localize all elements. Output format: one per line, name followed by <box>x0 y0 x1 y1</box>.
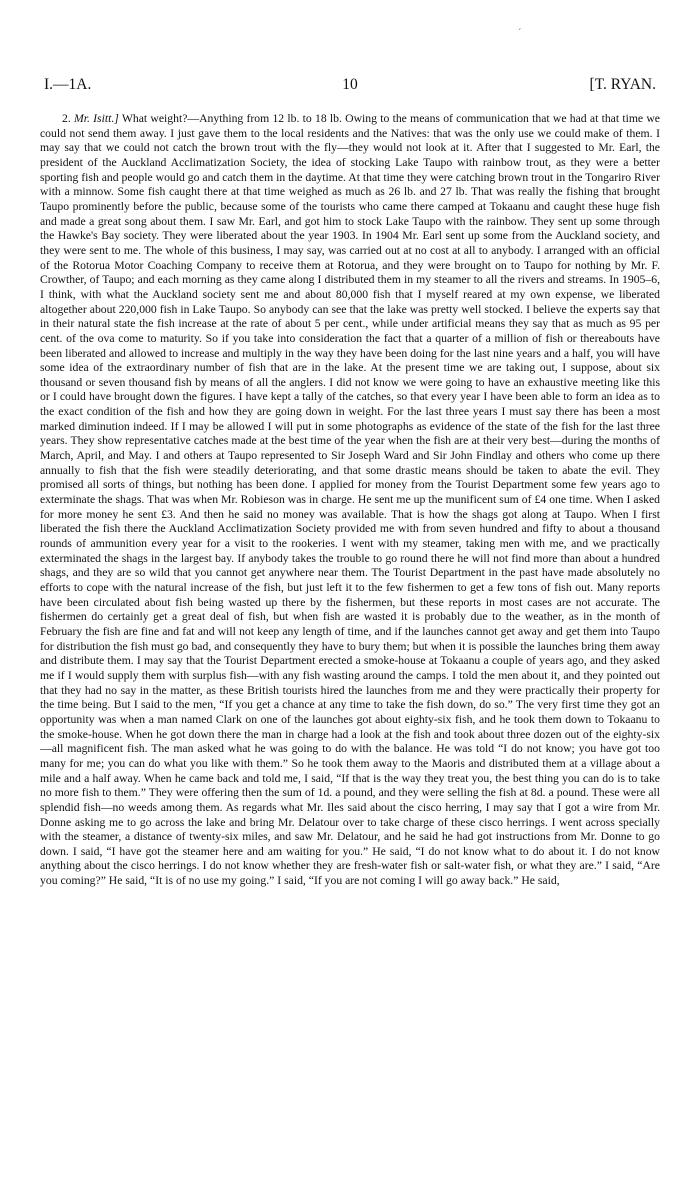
stray-mark: ´ <box>518 28 522 39</box>
paragraph <box>40 112 660 889</box>
witness-name: [T. RYAN. <box>589 76 656 93</box>
paragraph-text: What weight?—Anything from 12 lb. to 18 lb. Owing to the means of communication that we had at that time we could not send them away. I just gave them to the local residents and the Natives: that was the only use we could make of them. I may say that we could not catch the brown trout with the fly—they would not look at it. After that I suggested to Mr. Earl, the president of the Auckland Acclimatization Society, the idea of stocking Lake Taupo with rainbow trout, as they were a better sporting fish and people would go and catch them in the daytime. At that time they were catching brown trout in the Tongariro River with a minnow. Some fish caught there at that time weighed as much as 26 lb. and 27 lb. That was really the fishing that brought Taupo prominently before the public, because some of the tourists who came there camped at Tokaanu and caught these huge fish and made a great song about them. I saw Mr. Earl, and got him to stock Lake Taupo with the rainbow. They sent up some through the Hawke's Bay society. They were liberated about the year 1903. In 1904 Mr. Earl sent up some from the Auckland society, and they were sent to me. The whole of this business, I may say, was carried out at no cost at all to anybody. I arranged with an official of the Rotorua Motor Coaching Company to receive them at Rotorua, and they were brought on to Taupo for nothing by Mr. F. Crowther, of Taupo; and each morning as they came along I distributed them in my steamer to all the rivers and streams. In 1905–6, I think, with what the Auckland society sent me and about 80,000 fish that I myself reared at my own expense, we liberated altogether about 220,000 fish in Lake Taupo. So anybody can see that the lake was pretty well stocked. I believe the experts say that in their natural state the fish increase at the rate of about 5 per cent., while under artificial means they say that as much as 95 per cent. of the ova come to maturity. So if you take into consideration the fact that a quarter of a million of fish or thereabouts have been liberated and allowed to increase and multiply in the way they have been doing for the last nine years and a half, you will have some idea of the extraordinary number of fish that are in the lake. At the present time we are taking out, I suppose, about six thousand or seven thousand fish by means of all the anglers. I did not know we were going to have an exhaustive meeting like this or I could have brought down the figures. I have kept a tally of the catches, so that every year I have been able to form an idea as to the exact condition of the fish and how they are going down in weight. For the last three years I must say there has been a most marked diminution indeed. If I may be allowed I will put in some photographs as evidence of the state of the fish for the last three years. They show representative catches made at the best time of the year when the fish are at their very best—during the months of March, April, and May. I and others at Taupo represented to Sir Joseph Ward and Sir John Findlay and others who come up there annually to fish that the fish were steadily deteriorating, and that some drastic means should be taken to abate the evil. They promised all sorts of things, but nothing has been done. I applied for money from the Tourist Department some few years ago to exterminate the shags. That was when Mr. Robieson was in charge. He sent me up the munificent sum of £4 one time. When I asked for more money he sent £3. And then he said no money was available. That is how the shags got along at Taupo. When I first liberated the fish there the Auckland Acclimatization Society provided me with from seven hundred and fifty to about a thousand rounds of ammunition every year for a visit to the rookeries. I went with my steamer, taking men with me, and we practically exterminated the shags in the largest bay. If anybody takes the trouble to go round there he will not find more than about a hundred shags, and they are so wild that you cannot get anywhere near them. The Tourist Department in the past have made absolutely no efforts to cope with the natural increase of the fish, but just left it to the few fishermen to get a few tons of fish out. Many reports have been circulated about fish being wasted up there by the fishermen, but these reports in most cases are not accurate. The fishermen do certainly get a great deal of fish, but when fish are wasted it is probably due to the weather, as in the month of February the fish are fine and fat and will not keep any length of time, and if the launches cannot get away and get them into Taupo for distribution the fish must go bad, and consequently they have to bury them; but when it is possible the launches bring them away and distribute them. I may say that the Tourist Department erected a smoke-house at Tokaanu a couple of years ago, and they asked me if I would supply them with surplus fish—with any fish wasting around the camps. I told the men about it, and they pointed out that they had no say in the matter, as these British tourists hired the launches from me and they were practically their property for the time being. But I said to the men, “If you get a chance at any time to take the fish down, do so.” The very first time they got an opportunity was when a man named Clark on one of the launches got about eighty-six fish, and he took them down to Tokaanu to the smoke-house. When he got down there the man in charge had a look at the fish and took about three dozen out of the eighty-six—all magnificent fish. The man asked what he was going to do with the balance. He was told “I do not know; you have got too many for me; you can do what you like with them.” So he took them away to the Maoris and distributed them at a village about a mile and a half away. When he came back and told me, I said, “If that is the way they treat you, the best thing you can do is to take no more fish to them.” They were offering then the sum of 1d. a pound, and they were selling the fish at 8d. a pound. These were all splendid fish—no weeds among them. As regards what Mr. Iles said about the cisco herring, I may say that I got a wire from Mr. Donne asking me to go across the lake and bring Mr. Delatour over to take charge of these cisco herrings. I went across specially with the steamer, a distance of twenty-six miles, and saw Mr. Delatour, and he said he had got instructions from Mr. Donne to go down. I said, “I have got the steamer here and am waiting for you.” He said, “I do not know what to do about it. I do not know anything about the cisco herrings. I do not know whether they are fresh-water fish or salt-water fish, or what they are.” I said, “Are you coming?” He said, “It is of no use my going.” I said, “If you are not coming I will go away back.” He said, <box>40 112 660 888</box>
body-text <box>40 112 660 889</box>
paragraph-number: 2. <box>62 112 71 125</box>
speaker-label: Mr. Isitt.] <box>74 112 119 125</box>
page-number: 10 <box>342 76 358 93</box>
page-header <box>44 76 656 96</box>
document-reference: I.—1A. <box>44 76 92 93</box>
